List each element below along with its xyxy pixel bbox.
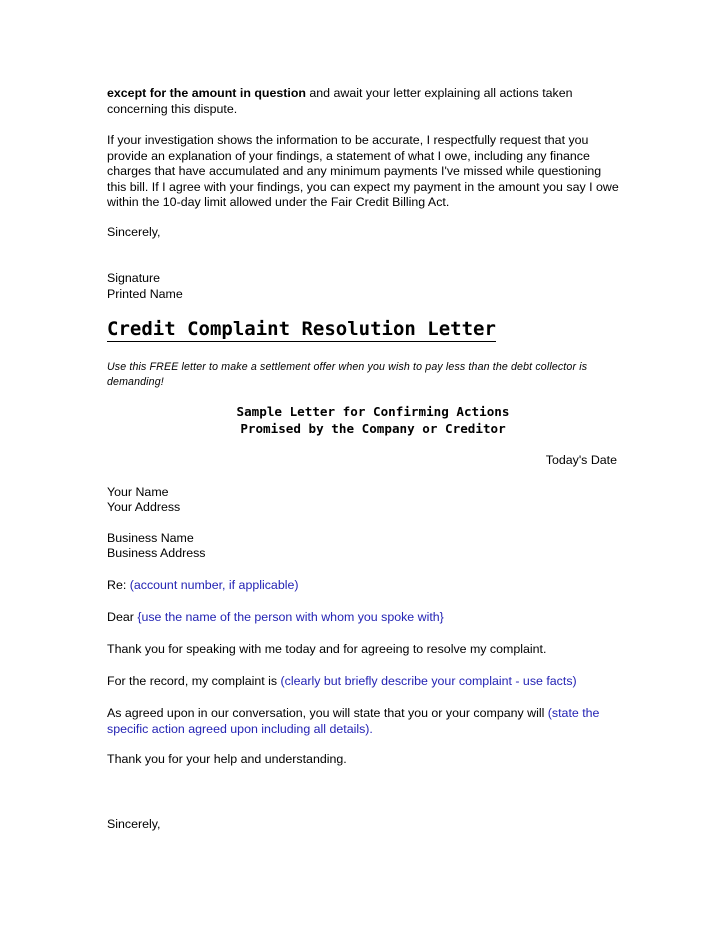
record-text: For the record, my complaint is <box>107 674 281 688</box>
intro-bold-lead: except for the amount in question <box>107 86 306 100</box>
agreed-placeholder: (state the specific action agreed upon including all details). <box>107 706 600 736</box>
re-label: Re: <box>107 578 130 592</box>
dear-label: Dear <box>107 610 138 624</box>
section-title: Credit Complaint Resolution Letter <box>107 318 496 340</box>
investigation-paragraph: If your investigation shows the information to be accurate, I respectfully request that you provide an explanation of your findings, a statement of what I owe, including any finance charges that have accumulated and any minimum payments I've missed while questioning this bill. If I agree with your findings, you can expect my payment in the amount you say I owe within the 10-day limit allowed under the Fair Credit Billing Act. <box>107 133 619 209</box>
recipient-name: Business Name <box>107 531 194 545</box>
record-line <box>107 674 622 690</box>
agreed-text: As agreed upon in our conversation, you will state that you or your company will <box>107 706 548 720</box>
re-placeholder: (account number, if applicable) <box>129 578 299 592</box>
thank-you-line: Thank you for speaking with me today and for agreeing to resolve my complaint. <box>107 642 547 656</box>
section-subtitle: Use this FREE letter to make a settlement offer when you wish to pay less than the debt collector is demanding! <box>107 361 588 388</box>
sender-address: Your Address <box>107 500 181 514</box>
date-line: Today's Date <box>545 453 617 467</box>
letter-heading-line1: Sample Letter for Confirming Actions <box>236 404 510 419</box>
salutation-line <box>107 610 622 626</box>
letter-heading-line2: Promised by the Company or Creditor <box>240 421 506 436</box>
intro-paragraph <box>107 86 622 117</box>
closing-sincerely-1: Sincerely, <box>107 225 161 239</box>
record-placeholder: (clearly but briefly describe your complaint - use facts) <box>280 674 577 688</box>
re-line <box>107 578 622 594</box>
help-line: Thank you for your help and understanding. <box>107 752 347 766</box>
dear-placeholder: {use the name of the person with whom you spoke with} <box>137 610 444 624</box>
sender-name: Your Name <box>107 485 169 499</box>
agreed-paragraph <box>107 706 622 737</box>
closing-sincerely-2: Sincerely, <box>107 817 161 831</box>
intro-rest: and await your letter explaining all actions taken concerning this dispute. <box>107 86 573 116</box>
signature-line: Signature <box>107 271 161 285</box>
printed-name-line: Printed Name <box>107 287 183 301</box>
recipient-address: Business Address <box>107 546 206 560</box>
